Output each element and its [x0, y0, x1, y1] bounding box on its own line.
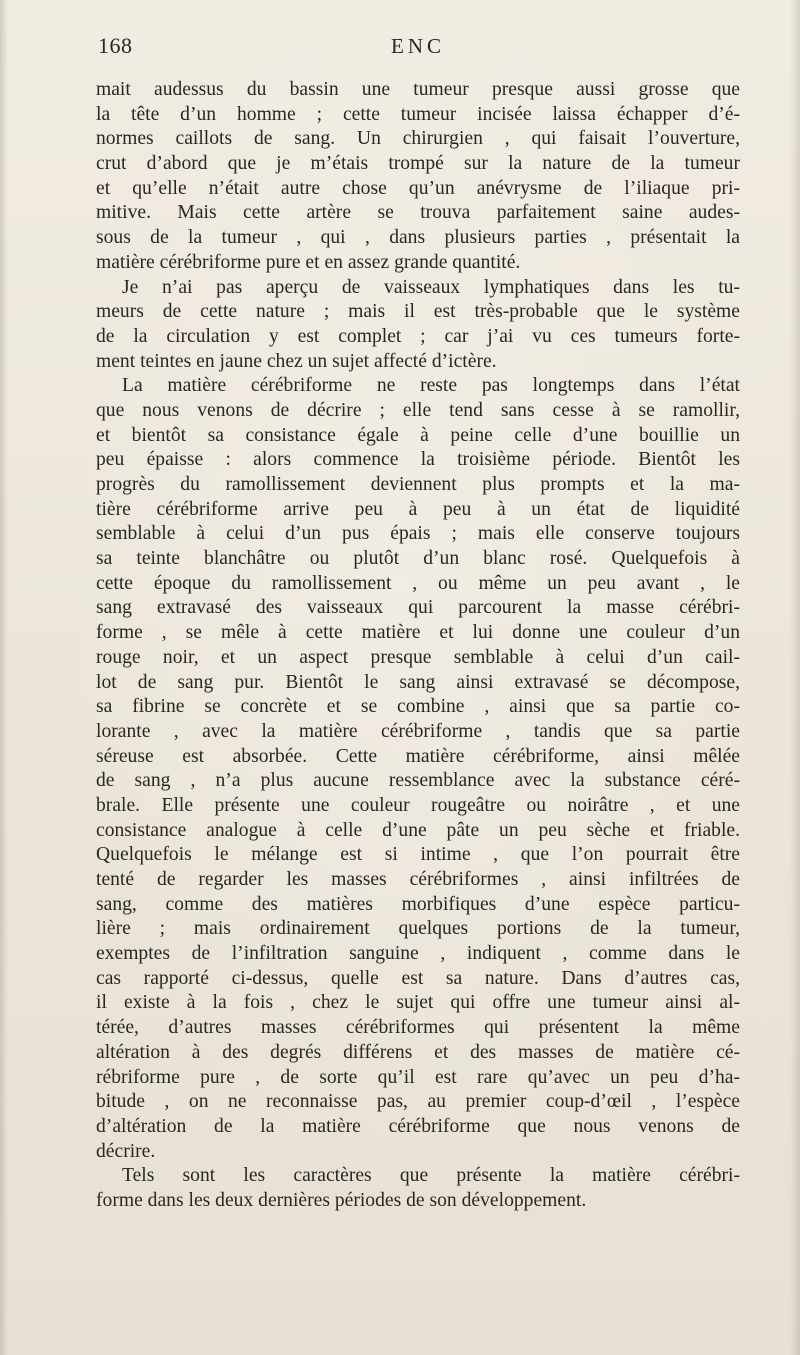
- text-line: forme , se mêle à cette matière et lui donne une couleur d’un: [96, 622, 740, 644]
- text-line: sa fibrine se concrète et se combine , ainsi que sa partie co-: [96, 696, 740, 718]
- text-line: crut d’abord que je m’étais trompé sur la nature de la tumeur: [96, 153, 740, 175]
- text-line: et qu’elle n’était autre chose qu’un anévrysme de l’iliaque pri-: [96, 177, 740, 199]
- text-line: rouge noir, et un aspect presque semblable à celui d’un cail-: [96, 646, 740, 668]
- text-line: séreuse est absorbée. Cette matière cérébriforme, ainsi mêlée: [96, 745, 740, 767]
- text-line: lière ; mais ordinairement quelques portions de la tumeur,: [96, 918, 740, 940]
- text-line: meurs de cette nature ; mais il est très-probable que le système: [96, 301, 740, 323]
- text-line: et bientôt sa consistance égale à peine celle d’une bouillie un: [96, 424, 740, 446]
- text-line: de sang , n’a plus aucune ressemblance avec la substance céré-: [96, 770, 740, 792]
- text-line: exemptes de l’infiltration sanguine , indiquent , comme dans le: [96, 943, 740, 965]
- text-line: progrès du ramollissement deviennent plus prompts et la ma-: [96, 474, 740, 495]
- text-line: sa teinte blanchâtre ou plutôt d’un blanc rosé. Quelquefois à: [96, 548, 740, 570]
- text-line: décrire.: [96, 1140, 156, 1162]
- text-line: mait audessus du bassin une tumeur presque aussi grosse que: [96, 79, 740, 100]
- text-line: lorante , avec la matière cérébriforme , tandis que sa partie: [96, 720, 740, 742]
- page-edge-shadow-left: [0, 0, 8, 1355]
- text-line: il existe à la fois , chez le sujet qui offre une tumeur ainsi al-: [96, 992, 740, 1014]
- text-line: rébriforme pure , de sorte qu’il est rare qu’avec un peu d’ha-: [96, 1066, 740, 1088]
- text-line: sang extravasé des vaisseaux qui parcourent la masse cérébri-: [96, 597, 740, 619]
- page-number: 168: [98, 33, 133, 58]
- text-line: brale. Elle présente une couleur rougeâtre ou noirâtre , et une: [96, 794, 740, 816]
- text-line: la tête d’un homme ; cette tumeur incisée laissa échapper d’é-: [96, 103, 740, 125]
- text-line: Quelquefois le mélange est si intime , que l’on pourrait être: [96, 844, 740, 866]
- text-line: ment teintes en jaune chez un sujet affecté d’ictère.: [96, 350, 497, 372]
- text-line: que nous venons de décrire ; elle tend sans cesse à se ramollir,: [96, 399, 740, 421]
- text-line: normes caillots de sang. Un chirurgien , qui faisait l’ouverture,: [96, 128, 740, 150]
- text-line: mitive. Mais cette artère se trouva parfaitement saine audes-: [96, 202, 740, 224]
- page-header: [96, 34, 740, 78]
- page-edge-shadow-right: [790, 0, 800, 1355]
- page-text-block: [96, 34, 740, 1214]
- text-line: semblable à celui d’un pus épais ; mais elle conserve toujours: [96, 523, 740, 545]
- text-line: d’altération de la matière cérébriforme que nous venons de: [96, 1115, 740, 1137]
- text-line: Je n’ai pas aperçu de vaisseaux lymphatiques dans les tu-: [122, 276, 740, 298]
- text-line: tenté de regarder les masses cérébriformes , ainsi infiltrées de: [96, 869, 740, 890]
- text-line: forme dans les deux dernières périodes de son développement.: [96, 1189, 587, 1211]
- text-line: sang, comme des matières morbifiques d’une espèce particu-: [96, 893, 740, 915]
- text-line: altération à des degrés différens et des masses de matière cé-: [96, 1041, 740, 1063]
- text-line: matière cérébriforme pure et en assez grande quantité.: [96, 251, 521, 273]
- text-line: térée, d’autres masses cérébriformes qui présentent la même: [96, 1017, 740, 1039]
- text-line: tière cérébriforme arrive peu à peu à un état de liquidité: [96, 498, 740, 520]
- text-line: cas rapporté ci-dessus, quelle est sa nature. Dans d’autres cas,: [96, 967, 740, 989]
- text-line: La matière cérébriforme ne reste pas longtemps dans l’état: [122, 375, 740, 397]
- text-line: de la circulation y est complet ; car j’ai vu ces tumeurs forte-: [96, 325, 740, 347]
- text-line: cette époque du ramollissement , ou même un peu avant , le: [96, 572, 740, 594]
- text-line: bitude , on ne reconnaisse pas, au premier coup-d’œil , l’espèce: [96, 1091, 740, 1113]
- running-head: ENC: [391, 34, 445, 58]
- text-line: lot de sang pur. Bientôt le sang ainsi extravasé se décompose,: [96, 671, 740, 693]
- text-line: peu épaisse : alors commence la troisième période. Bientôt les: [96, 449, 740, 471]
- text-line: Tels sont les caractères que présente la matière cérébri-: [122, 1165, 740, 1187]
- text-line: consistance analogue à celle d’une pâte un peu sèche et friable.: [96, 819, 740, 841]
- text-line: sous de la tumeur , qui , dans plusieurs parties , présentait la: [96, 227, 740, 249]
